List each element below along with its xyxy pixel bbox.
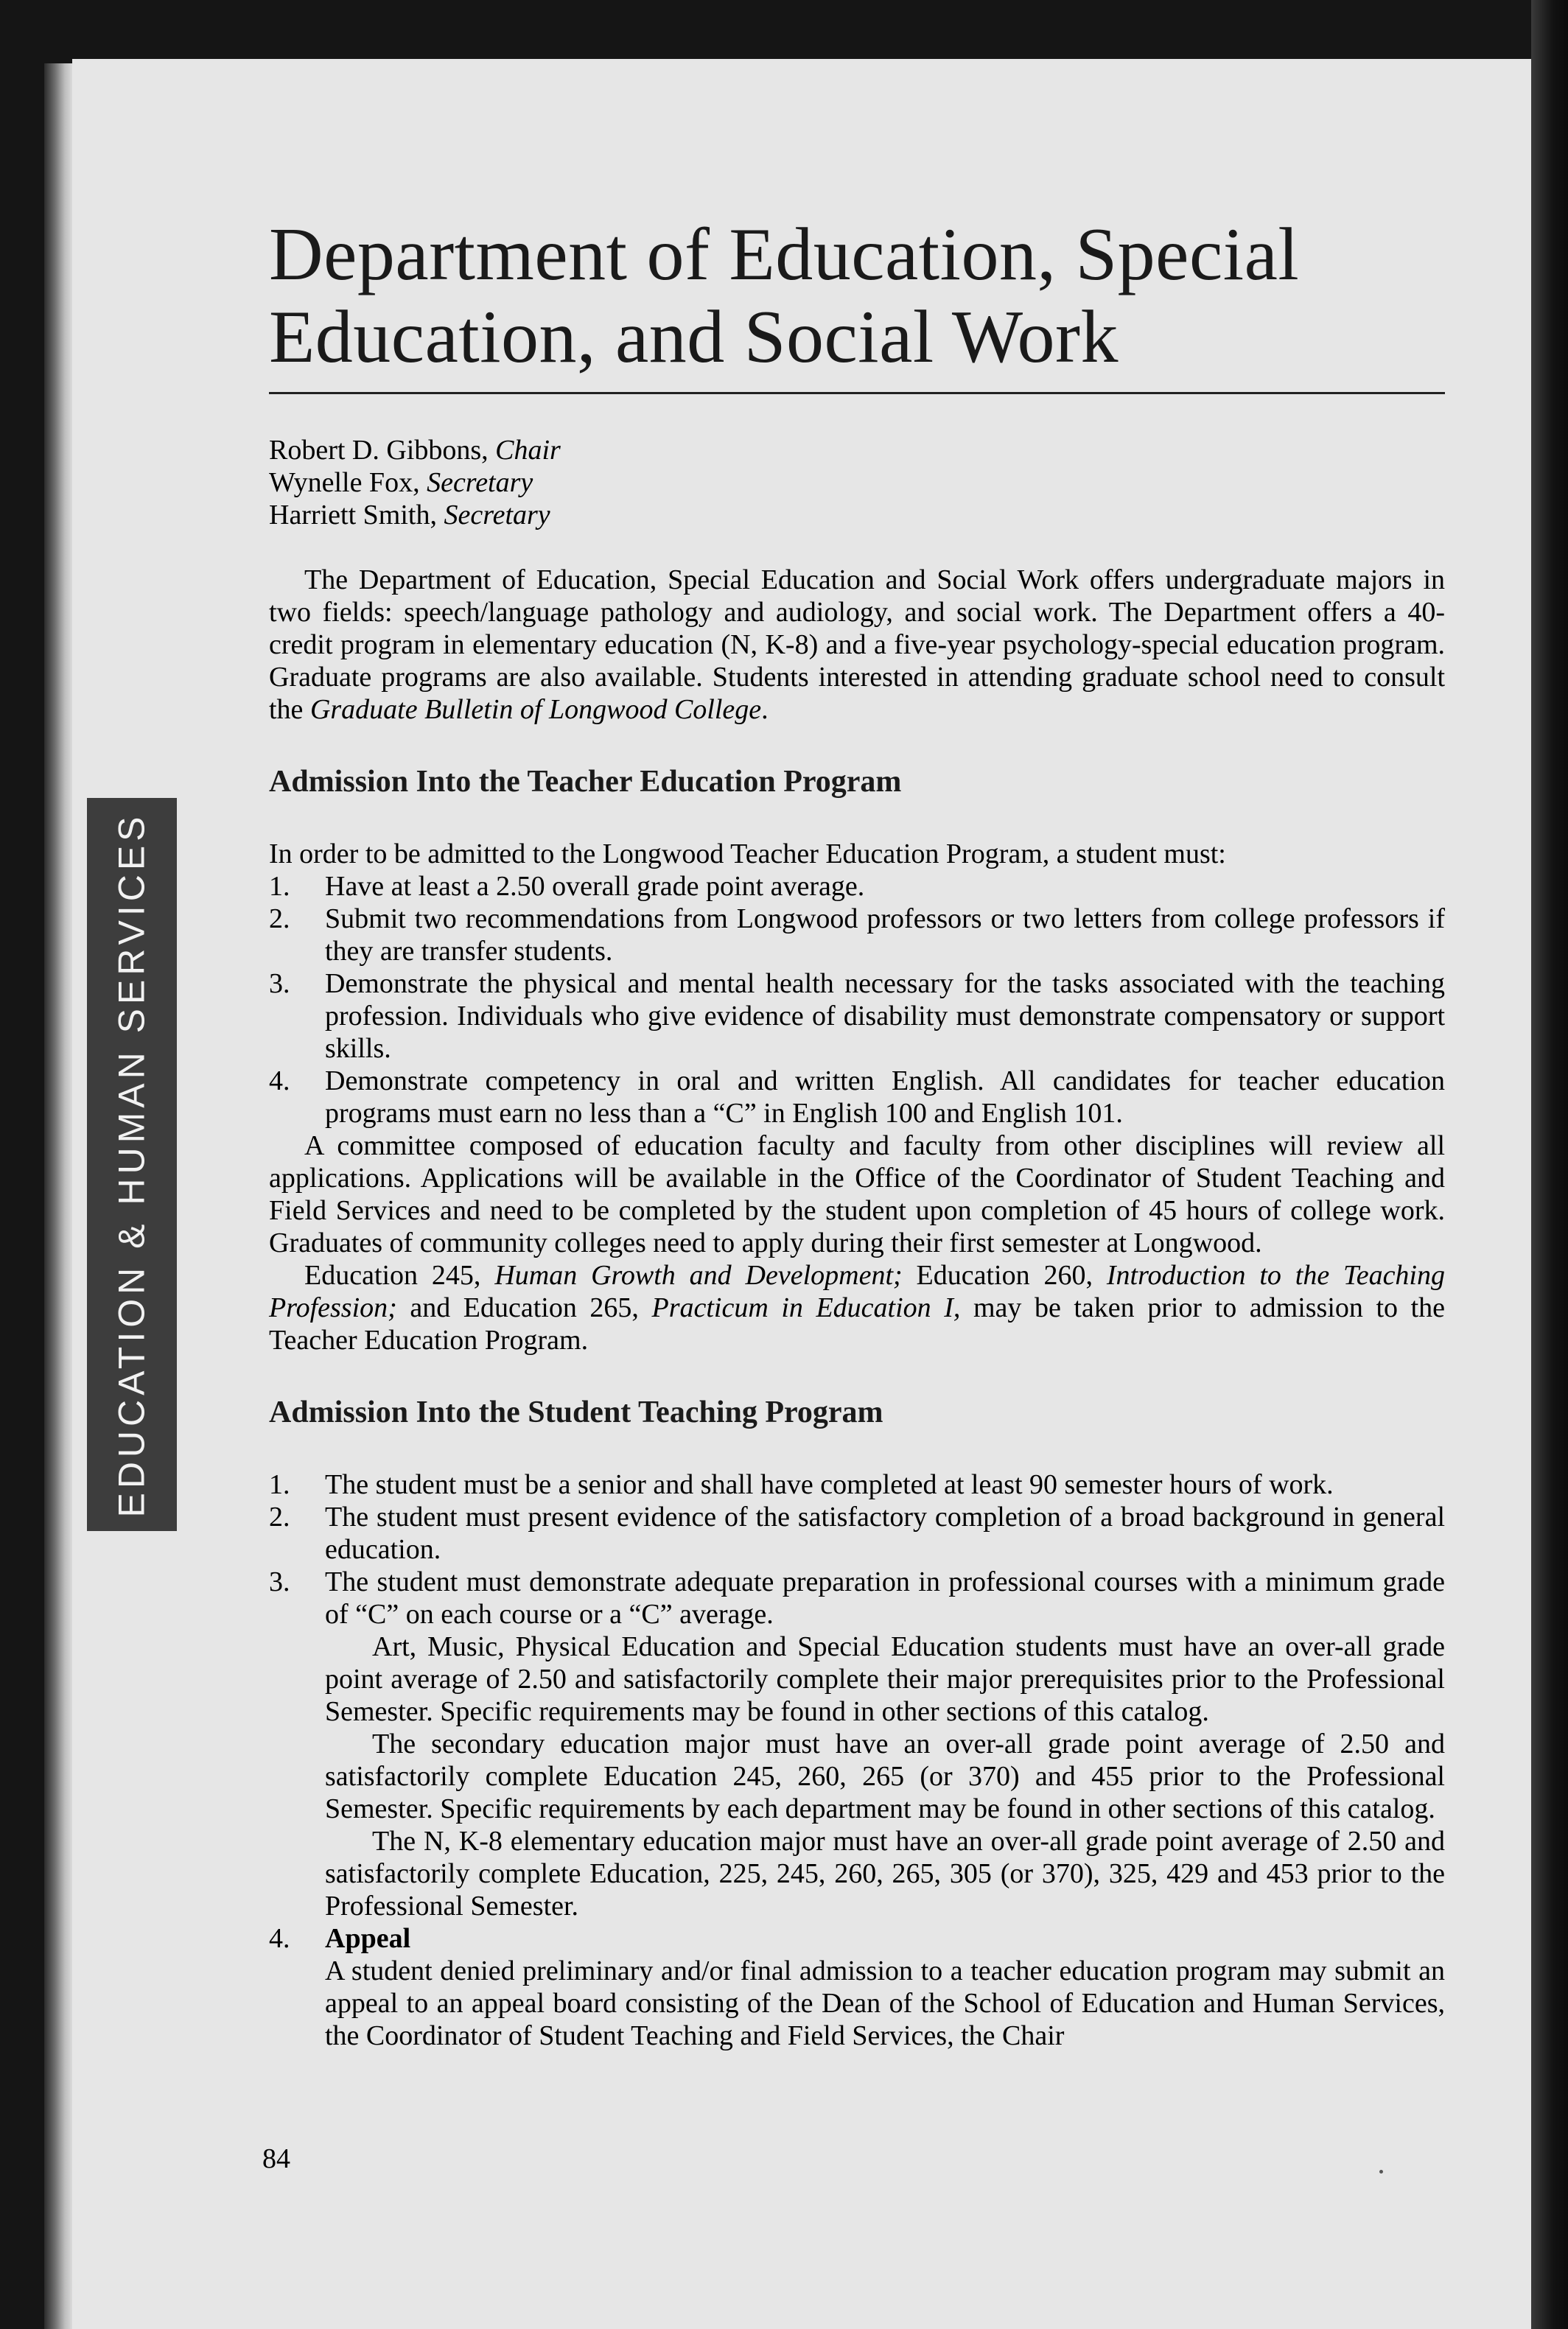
list-item [269, 1922, 1445, 2052]
page-speck [1379, 2170, 1383, 2174]
section-heading-teacher-education: Admission Into the Teacher Education Program [269, 765, 902, 799]
staff-role: Secretary [427, 467, 533, 498]
right-margin-strip [1531, 0, 1568, 2329]
list-item [269, 903, 1445, 967]
side-tab-label: EDUCATION & HUMAN SERVICES [111, 811, 153, 1518]
item-text: A student denied preliminary and/or final admission to a teacher education program may submit an appeal to an appeal board consisting of the Dean of the School of Education and Human Services, the Coordinator of Student Teaching and Field Services, the Chair [325, 1955, 1445, 2051]
appeal-heading: Appeal [325, 1923, 411, 1954]
item-number: 3. [269, 968, 290, 999]
item-text: The student must be a senior and shall have completed at least 90 semester hours of work. [325, 1469, 1334, 1500]
title-line-2: Education, and Social Work [269, 295, 1119, 379]
para2-text: Education 245, [304, 1260, 495, 1291]
item-text: Demonstrate competency in oral and written English. All candidates for teacher education programs must earn no less than a “C” in English 100 and English 101. [325, 1065, 1445, 1129]
staff-name: Robert D. Gibbons, [269, 435, 496, 466]
title-rule [269, 392, 1445, 394]
item-text: The student must demonstrate adequate preparation in professional courses with a minimum grade of “C” on each course or a “C” average. [325, 1566, 1445, 1630]
section1-lead: In order to be admitted to the Longwood Teacher Education Program, a student must: [269, 838, 1226, 869]
intro-italic: Graduate Bulletin of Longwood College [309, 694, 762, 725]
item-text: Have at least a 2.50 overall grade point average. [325, 871, 865, 902]
staff-name: Harriett Smith, [269, 500, 444, 530]
item-number: 4. [269, 1065, 290, 1096]
page-number: 84 [262, 2143, 290, 2174]
section-heading-student-teaching: Admission Into the Student Teaching Program [269, 1395, 883, 1429]
list-item [269, 967, 1445, 1065]
item-text: Demonstrate the physical and mental health necessary for the tasks associated with the teaching profession. Individuals who give evidence of disability must demonstrate compensatory or support skills. [325, 968, 1445, 1064]
book-spine-edge [44, 63, 74, 2329]
para2-italic: Practicum in Education I, [651, 1292, 961, 1323]
section1-paragraph-1: A committee composed of education faculty and faculty from other disciplines will review all applications. Applications will be available in the Office of the Coordinator of Student Teaching and Field Services and need to be completed by the student upon completion of 45 hours of college work. Graduates of community colleges need to apply during their first semester at Longwood. [269, 1130, 1445, 1258]
page-title [269, 214, 1445, 379]
item-number: 4. [269, 1923, 290, 1954]
staff-entry [269, 499, 1445, 531]
sub-paragraph-arts: Art, Music, Physical Education and Special Education students must have an over-all grade point average of 2.50 and satisfactorily complete their major prerequisites prior to the Professional Semester. Specific requirements may be found in other sections of this catalog. [325, 1631, 1445, 1727]
item-number: 3. [269, 1566, 290, 1597]
intro-paragraph [269, 564, 1445, 726]
para2-italic: Human Growth and Development; [494, 1260, 903, 1291]
item-number: 2. [269, 903, 290, 934]
list-item [269, 1501, 1445, 1566]
page-content [269, 214, 1445, 2052]
list-item [269, 870, 1445, 903]
staff-role: Chair [495, 435, 561, 466]
item-number: 1. [269, 871, 290, 902]
list-item [269, 1065, 1445, 1130]
staff-entry [269, 434, 1445, 466]
title-line-1: Department of Education, Special [269, 213, 1300, 296]
staff-role: Secretary [444, 500, 550, 530]
item-number: 2. [269, 1502, 290, 1533]
section1-paragraph-2 [269, 1259, 1445, 1356]
item-text: Submit two recommendations from Longwood professors or two letters from college professors if they are transfer students. [325, 903, 1445, 967]
section-side-tab [87, 798, 177, 1531]
para2-italic: Introduction to the Teaching Profession; [269, 1260, 1445, 1323]
student-teaching-requirements [269, 1468, 1445, 2052]
item-text: The student must present evidence of the satisfactory completion of a broad background in general education. [325, 1502, 1445, 1565]
intro-end: . [761, 694, 769, 725]
staff-list [269, 434, 1445, 531]
para2-text: Education 260, [902, 1260, 1107, 1291]
item-number: 1. [269, 1469, 290, 1500]
teacher-education-requirements [269, 870, 1445, 1130]
list-item [269, 1566, 1445, 1922]
staff-entry [269, 466, 1445, 499]
para2-text: and Education 265, [396, 1292, 652, 1323]
intro-text: The Department of Education, Special Education and Social Work offers undergraduate majors in two fields: speech/language pathology and audiology, and social work. The Department offers a 40-credit program in elementary education (N, K-8) and a five-year psychology-special education program. Graduate programs are also available. Students interested in attending graduate school need to consult the [269, 564, 1445, 725]
sub-paragraph-elementary: The N, K-8 elementary education major must have an over-all grade point average of 2.50 and satisfactorily complete Education, 225, 245, 260, 265, 305 (or 370), 325, 429 and 453 prior to the Professional Semester. [325, 1826, 1445, 1922]
sub-paragraph-secondary: The secondary education major must have an over-all grade point average of 2.50 and satisfactorily complete Education 245, 260, 265 (or 370) and 455 prior to the Professional Semester. Specific requirements by each department may be found in other sections of this catalog. [325, 1729, 1445, 1824]
staff-name: Wynelle Fox, [269, 467, 427, 498]
list-item [269, 1468, 1445, 1501]
para2-text: may be taken prior to admission to the Teacher Education Program. [269, 1292, 1445, 1356]
